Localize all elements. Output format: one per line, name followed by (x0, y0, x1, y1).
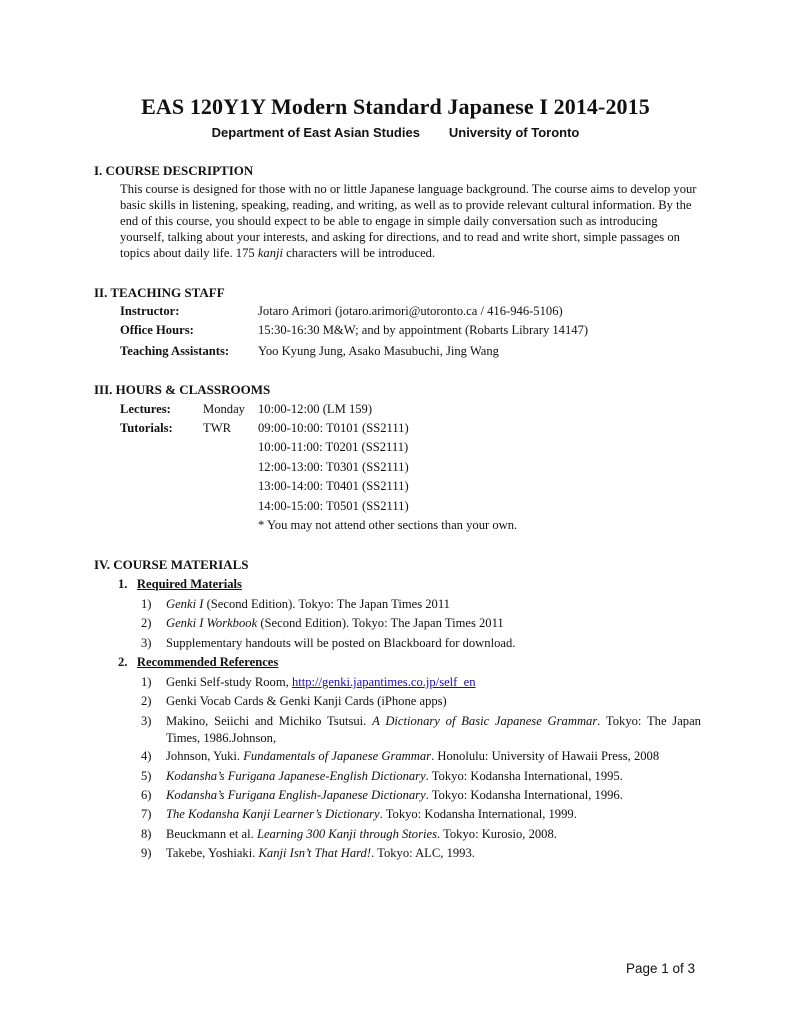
recommended-references-heading: 2. Recommended References (118, 655, 279, 669)
tutorial-slot: 10:00-11:00: T0201 (SS2111) (258, 440, 409, 454)
section-heading-course-materials: IV. COURSE MATERIALS (94, 557, 249, 572)
section-heading-teaching-staff: II. TEACHING STAFF (94, 285, 225, 300)
tutorial-slot: 14:00-15:00: T0501 (SS2111) (258, 499, 409, 513)
page-number: Page 1 of 3 (626, 961, 696, 976)
genki-self-study-link[interactable]: http://genki.japantimes.co.jp/self_en (291, 675, 476, 689)
university-name: University of Toronto (448, 125, 580, 140)
section-heading-course-description: I. COURSE DESCRIPTION (94, 163, 254, 178)
tutorial-note: * You may not attend other sections than your own. (258, 518, 518, 532)
tutorials-label: Tutorials: (120, 421, 173, 435)
staff-value-teaching-assistants: Yoo Kyung Jung, Asako Masubuchi, Jing Wang (258, 344, 499, 358)
tutorial-slot: 13:00-14:00: T0401 (SS2111) (258, 479, 409, 493)
document-subtitle (0, 125, 791, 140)
document-page: EAS 120Y1Y Modern Standard Japanese I 2014-2015 Department of East Asian Studies University of Toronto I. COURSE DESCRIPTION This course is designed for those with no or little Japanese language background. The course aims to develop your basic skills in listening, speaking, reading, and writing, as well as to provide relevant cultural information. By the end of this course, you should expect to be able to engage in simple daily conversation such as introducing yourself, talking about your interests, and asking for directions, and to read and write short, simple passages on topics about daily life. 175 kanji characters will be introduced. II. TEACHING STAFF Instructor: Jotaro Arimori (jotaro.arimori@utoronto.ca / 416-946-5106) Office Hours: 15:30-16:30 M&W; and by appointment (Robarts Library 14147) Teaching Assistants: Yoo Kyung Jung, Asako Masubuchi, Jing Wang III. HOURS & CLASSROOMS Lectures: Monday 10:00-12:00 (LM 159) Tutorials: TWR 09:00-10:00: T0101 (SS2111) 10:00-11:00: T0201 (SS2111) 12:00-13:00: T0301 (SS2111) 13:00-14:00: T0401 (SS2111) 14:00-15:00: T0501 (SS2111) * You may not attend other sections than your own. IV. COURSE MATERIALS 1. Required Materials 1) Genki I (Second Edition). Tokyo: The Japan Times 2011 2) Genki I Workbook (Second Edition). Tokyo: The Japan Times 2011 3) Supplementary handouts will be posted on Blackboard for download. 2. Recommended References 1) Genki Self-study Room, http://genki.japantimes.co.jp/self_en 2) Genki Vocab Cards & Genki Kanji Cards (iPhone apps) 3) Makino, Seiichi and Michiko Tsutsui. A Dictionary of Basic Japanese Grammar. Tokyo: The Japan Times, 1986.Johnson, 4) Johnson, Yuki. Fundamentals of Japanese Grammar. Honolulu: University of Hawaii Press, 2008 5) Kodansha’s Furigana Japanese-English Dictionary. Tokyo: Kodansha International, 1995. 6) Kodansha’s Furigana English-Japanese Dictionary. Tokyo: Kodansha International, 1996. 7) The Kodansha Kanji Learner’s Dictionary. Tokyo: Kodansha International, 1999. 8) Beuckmann et al. Learning 300 Kanji through Stories. Tokyo: Kurosio, 2008. 9) Takebe, Yoshiaki. Kanji Isn’t That Hard!. Tokyo: ALC, 1993. Page 1 of 3 (0, 0, 791, 1024)
lectures-time: 10:00-12:00 (LM 159) (258, 402, 373, 416)
staff-value-office-hours: 15:30-16:30 M&W; and by appointment (Robarts Library 14147) (258, 323, 589, 337)
tutorial-slot: 09:00-10:00: T0101 (SS2111) (258, 421, 409, 435)
staff-label-teaching-assistants: Teaching Assistants: (120, 344, 230, 358)
required-materials-heading: 1. Required Materials (118, 577, 242, 591)
document-title: EAS 120Y1Y Modern Standard Japanese I 2014-2015 (141, 94, 650, 119)
department-name: Department of East Asian Studies (211, 125, 420, 140)
staff-label-office-hours: Office Hours: (120, 323, 194, 337)
lectures-label: Lectures: (120, 402, 171, 416)
tutorials-day: TWR (203, 421, 231, 435)
tutorial-slot: 12:00-13:00: T0301 (SS2111) (258, 460, 409, 474)
section-heading-hours-classrooms: III. HOURS & CLASSROOMS (94, 382, 271, 397)
staff-label-instructor: Instructor: (120, 304, 180, 318)
lectures-day: Monday (203, 402, 245, 416)
staff-value-instructor: Jotaro Arimori (jotaro.arimori@utoronto.ca / 416-946-5106) (258, 304, 563, 318)
course-description-text: This course is designed for those with no or little Japanese language background. The course aims to develop your basic skills in listening, speaking, reading, and writing, as well as to provide relevant cultural information. By the end of this course, you should expect to be able to engage in simple daily conversation such as introducing yourself, talking about your interests, and asking for directions, and to read and write short, simple passages on topics about daily life. 175 kanji characters will be introduced. (120, 182, 697, 260)
